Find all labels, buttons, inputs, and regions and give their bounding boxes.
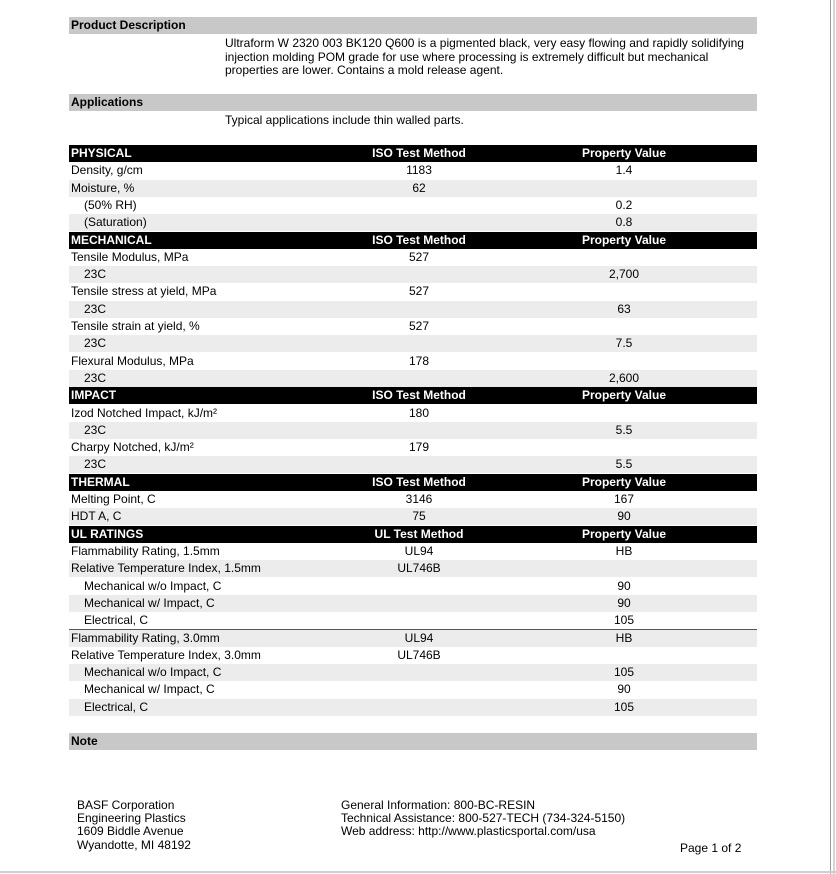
section-name: UL RATINGS bbox=[71, 526, 144, 541]
table-row bbox=[69, 266, 757, 283]
property-value: 2,700 bbox=[608, 267, 640, 282]
property-value: 5.5 bbox=[615, 422, 633, 437]
table-section-header bbox=[69, 387, 757, 404]
table-row bbox=[69, 197, 757, 214]
property-value: 90 bbox=[617, 509, 631, 524]
table-row bbox=[69, 180, 757, 197]
property-name: Electrical, C bbox=[84, 613, 149, 628]
property-value: 0.8 bbox=[615, 215, 633, 230]
property-name: Electrical, C bbox=[84, 699, 149, 714]
page-edge-shadow bbox=[833, 0, 835, 874]
table-row bbox=[69, 560, 757, 577]
table-section-header bbox=[69, 474, 757, 491]
table-row bbox=[69, 647, 757, 664]
property-value: 63 bbox=[617, 301, 631, 316]
value-column-header: Property Value bbox=[581, 526, 667, 541]
property-name: Density, g/cm bbox=[71, 163, 143, 178]
table-row bbox=[69, 249, 757, 266]
table-section-header bbox=[69, 232, 757, 249]
test-method: UL746B bbox=[397, 561, 441, 576]
table-section-header bbox=[69, 145, 757, 162]
property-name: 23C bbox=[84, 267, 107, 282]
table-row bbox=[69, 283, 757, 300]
value-column-header: Property Value bbox=[581, 474, 667, 489]
applications-text: Typical applications include thin walled parts. bbox=[225, 113, 464, 127]
property-name: Flammability Rating, 3.0mm bbox=[71, 631, 220, 646]
property-name: Mechanical w/o Impact, C bbox=[84, 665, 222, 679]
property-value: 2,600 bbox=[608, 370, 640, 385]
table-row bbox=[69, 162, 757, 179]
table-row bbox=[69, 491, 757, 508]
test-method: 527 bbox=[408, 319, 430, 333]
table-row bbox=[69, 612, 757, 629]
test-method: UL94 bbox=[404, 543, 434, 558]
table-row bbox=[69, 370, 757, 387]
property-value: HB bbox=[615, 631, 633, 646]
property-name: 23C bbox=[84, 422, 107, 437]
table-section-header bbox=[69, 526, 757, 543]
property-name: Relative Temperature Index, 3.0mm bbox=[71, 647, 261, 662]
test-method: UL746B bbox=[397, 647, 441, 662]
property-name: 23C bbox=[84, 301, 107, 316]
address-line: Wyandotte, MI 48192 bbox=[77, 837, 191, 852]
section-name: PHYSICAL bbox=[71, 146, 132, 160]
table-row bbox=[69, 681, 757, 698]
page-number: Page 1 of 2 bbox=[680, 841, 742, 855]
table-row bbox=[69, 699, 757, 716]
property-value: 105 bbox=[613, 699, 635, 714]
address-line: 1609 Biddle Avenue bbox=[77, 824, 184, 839]
footer-contact bbox=[341, 799, 625, 839]
property-name: Relative Temperature Index, 1.5mm bbox=[71, 561, 261, 576]
test-method: 62 bbox=[412, 180, 426, 195]
table-row bbox=[69, 629, 757, 647]
test-method: 527 bbox=[408, 249, 430, 264]
table-row bbox=[69, 214, 757, 231]
property-name: Mechanical w/o Impact, C bbox=[84, 578, 222, 593]
property-name: Moisture, % bbox=[71, 180, 135, 195]
test-method: 1183 bbox=[406, 163, 432, 178]
product-description-heading: Product Description bbox=[69, 17, 757, 34]
table-row bbox=[69, 422, 757, 439]
property-value: 105 bbox=[613, 613, 635, 628]
property-value: 90 bbox=[617, 578, 631, 593]
product-description-text bbox=[225, 37, 755, 78]
method-column-header: ISO Test Method bbox=[372, 388, 466, 403]
property-name: (50% RH) bbox=[84, 197, 137, 212]
value-column-header: Property Value bbox=[581, 146, 667, 160]
property-name: Flammability Rating, 1.5mm bbox=[71, 543, 220, 558]
test-method: 75 bbox=[412, 509, 426, 524]
test-method: 3146 bbox=[405, 492, 433, 506]
table-row bbox=[69, 456, 757, 473]
property-value: 105 bbox=[613, 665, 635, 679]
method-column-header: ISO Test Method bbox=[372, 146, 466, 160]
test-method: UL94 bbox=[404, 631, 434, 646]
property-name: Mechanical w/ Impact, C bbox=[84, 595, 215, 610]
property-value: 7.5 bbox=[615, 336, 633, 351]
value-column-header: Property Value bbox=[581, 232, 667, 247]
table-row bbox=[69, 439, 757, 456]
method-column-header: ISO Test Method bbox=[372, 232, 466, 247]
property-name: Mechanical w/ Impact, C bbox=[84, 682, 215, 697]
property-value: 90 bbox=[617, 682, 631, 697]
product-description-line: Ultraform W 2320 003 BK120 Q600 is a pigmented black, very easy flowing and rapidly solidifying bbox=[225, 36, 744, 50]
test-method: 527 bbox=[408, 284, 430, 299]
web-address-link[interactable]: Web address: http://www.plasticsportal.com/usa bbox=[341, 824, 596, 839]
table-row bbox=[69, 405, 757, 422]
section-name: THERMAL bbox=[71, 474, 130, 489]
property-name: Izod Notched Impact, kJ/m² bbox=[71, 405, 218, 420]
property-name: 23C bbox=[84, 336, 107, 351]
method-column-header: UL Test Method bbox=[374, 526, 464, 541]
value-column-header: Property Value bbox=[581, 388, 667, 403]
contact-line: Technical Assistance: 800-527-TECH (734-324-5150) bbox=[341, 811, 626, 826]
property-name: HDT A, C bbox=[71, 509, 122, 524]
property-value: HB bbox=[615, 543, 633, 558]
method-column-header: ISO Test Method bbox=[372, 474, 466, 489]
property-value: 1.4 bbox=[615, 163, 633, 178]
section-name: MECHANICAL bbox=[71, 232, 152, 247]
property-name: Melting Point, C bbox=[71, 492, 156, 506]
page-edge-right bbox=[830, 0, 831, 874]
property-name: Charpy Notched, kJ/m² bbox=[71, 440, 194, 455]
table-row bbox=[69, 301, 757, 318]
table-row bbox=[69, 595, 757, 612]
table-row bbox=[69, 353, 757, 370]
section-name: IMPACT bbox=[71, 388, 117, 403]
table-row bbox=[69, 508, 757, 525]
property-name: Tensile Modulus, MPa bbox=[71, 249, 189, 264]
test-method: 180 bbox=[408, 405, 430, 420]
property-name: (Saturation) bbox=[84, 215, 147, 230]
address-line: BASF Corporation bbox=[77, 798, 175, 812]
test-method: 178 bbox=[408, 353, 430, 368]
property-name: Tensile stress at yield, MPa bbox=[71, 284, 217, 299]
address-line: Engineering Plastics bbox=[77, 811, 186, 826]
table-row bbox=[69, 664, 757, 681]
property-name: 23C bbox=[84, 457, 107, 472]
property-name: 23C bbox=[84, 370, 107, 385]
page-edge-bottom bbox=[0, 871, 836, 873]
contact-line: General Information: 800-BC-RESIN bbox=[341, 798, 536, 812]
note-heading: Note bbox=[69, 733, 757, 750]
table-row bbox=[69, 578, 757, 595]
table-row bbox=[69, 335, 757, 352]
property-value: 90 bbox=[617, 595, 631, 610]
product-description-line: properties are lower. Contains a mold release agent. bbox=[225, 63, 504, 77]
property-name: Flexural Modulus, MPa bbox=[71, 353, 194, 368]
product-description-line: injection molding POM grade for use where processing is extremely difficult but mechanical bbox=[225, 49, 709, 64]
property-name: Tensile strain at yield, % bbox=[71, 319, 200, 333]
property-value: 0.2 bbox=[615, 197, 633, 212]
property-value: 5.5 bbox=[615, 457, 633, 472]
property-value: 167 bbox=[613, 492, 635, 506]
table-row bbox=[69, 318, 757, 335]
table-row bbox=[69, 543, 757, 560]
test-method: 179 bbox=[408, 440, 430, 455]
applications-heading: Applications bbox=[69, 94, 757, 111]
footer-address bbox=[77, 799, 191, 852]
